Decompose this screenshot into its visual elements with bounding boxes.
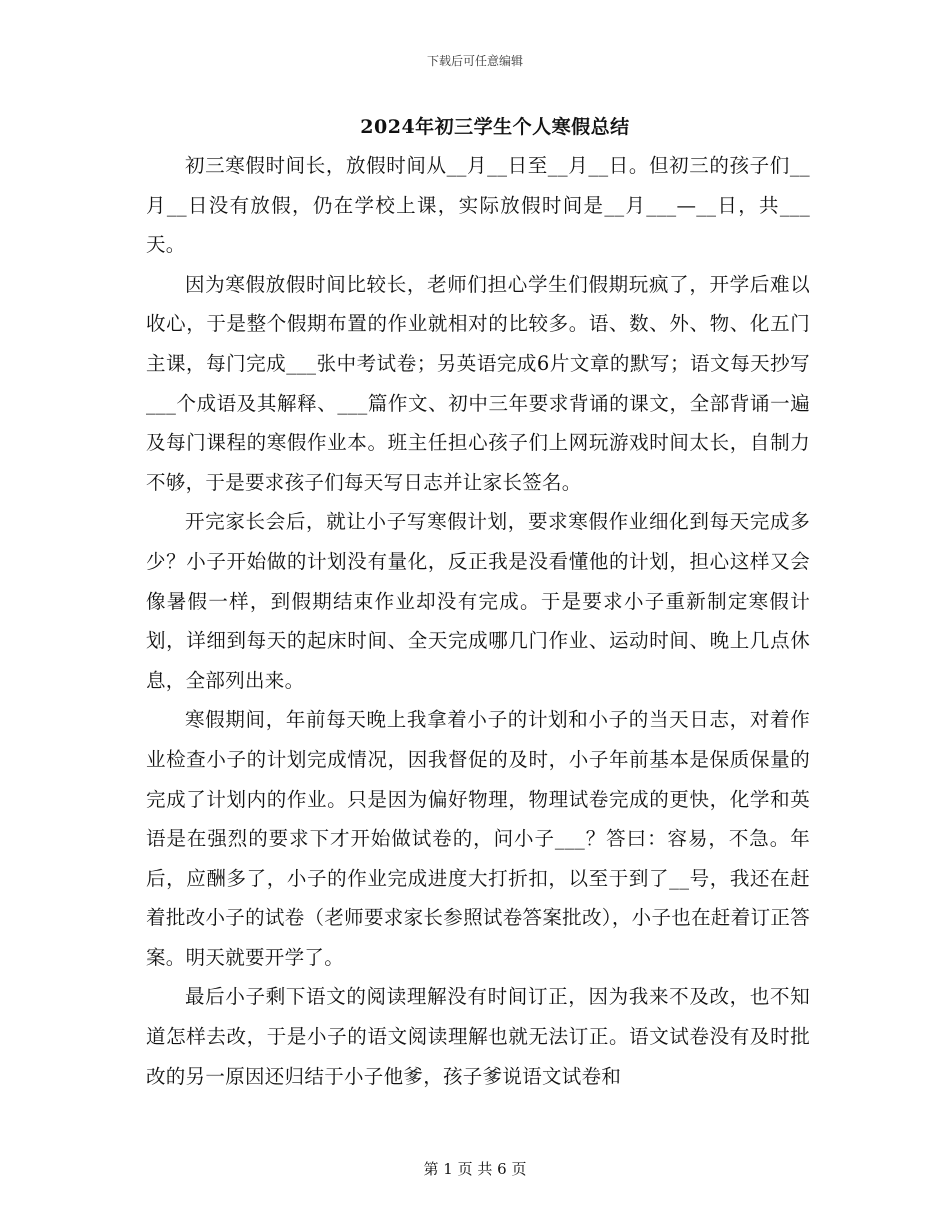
document-body [146,146,810,1096]
paragraph: 最后小子剩下语文的阅读理解没有时间订正，因为我来不及改，也不知道怎样去改，于是小子的语文阅读理解也就无法订正。语文试卷没有及时批改的另一原因还归结于小子他爹，孩子爹说语文试卷和 [146,985,810,1088]
header-note: 下载后可任意编辑 [426,54,523,68]
page-number: 第 1 页 共 6 页 [423,1160,527,1178]
paragraph: 开完家长会后，就让小子写寒假计划，要求寒假作业细化到每天完成多少？小子开始做的计划没有量化，反正我是没看懂他的计划，担心这样又会像暑假一样，到假期结束作业却没有完成。于是要求小子重新制定寒假计划，详细到每天的起床时间、全天完成哪几门作业、运动时间、晚上几点休息，全部列出来。 [146,510,810,692]
paragraph: 初三寒假时间长，放假时间从__月__日至__月__日。但初三的孩子们__月__日没有放假，仍在学校上课，实际放假时间是__月___—__日，共___天。 [146,154,810,257]
paragraph: 因为寒假放假时间比较长，老师们担心学生们假期玩疯了，开学后难以收心，于是整个假期布置的作业就相对的比较多。语、数、外、物、化五门主课，每门完成___张中考试卷；另英语完成6片文章的默写；语文每天抄写___个成语及其解释、___篇作文、初中三年要求背诵的课文，全部背诵一遍及每门课程的寒假作业本。班主任担心孩子们上网玩游戏时间太长，自制力不够，于是要求孩子们每天写日志并让家长签名。 [146,272,810,494]
document-title: 2024年初三学生个人寒假总结 [360,116,630,138]
paragraph: 寒假期间，年前每天晚上我拿着小子的计划和小子的当天日志，对着作业检查小子的计划完成情况，因我督促的及时，小子年前基本是保质保量的完成了计划内的作业。只是因为偏好物理，物理试卷完成的更快，化学和英语是在强烈的要求下才开始做试卷的，问小子___？答曰：容易，不急。年后，应酬多了，小子的作业完成进度大打折扣，以至于到了__号，我还在赶着批改小子的试卷（老师要求家长参照试卷答案批改），小子也在赶着订正答案。明天就要开学了。 [146,708,810,969]
